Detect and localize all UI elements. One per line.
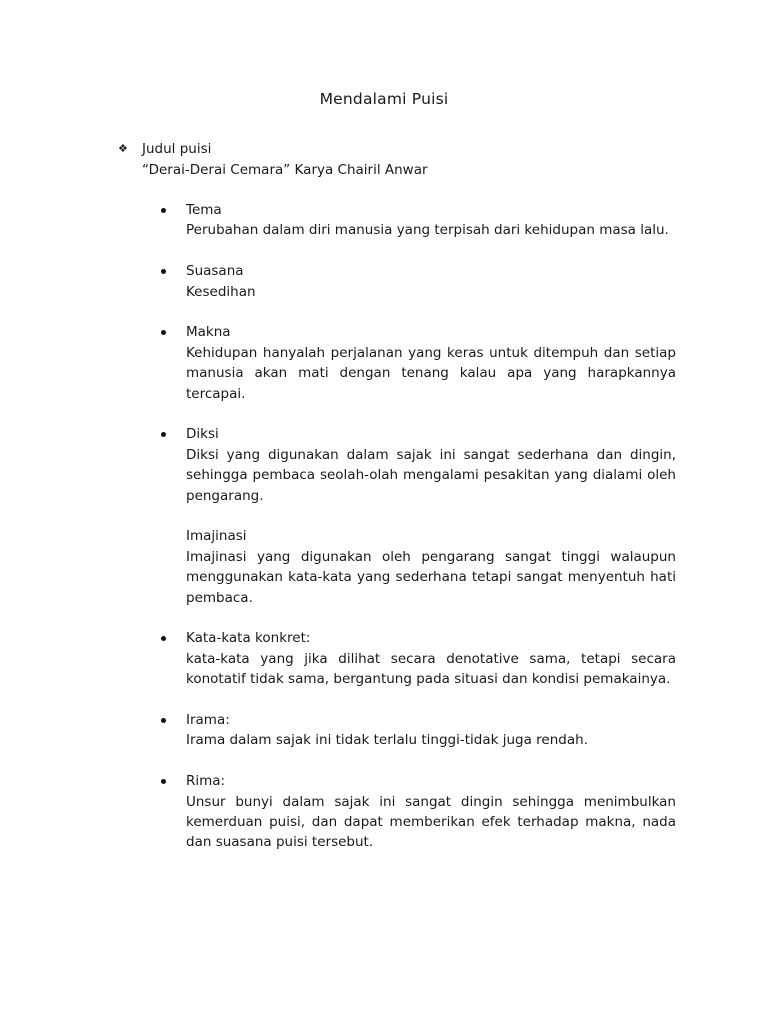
sub-item-text: Imajinasi yang digunakan oleh pengarang sangat tinggi walaupun menggunakan kata-kata yang sederhana tetapi sangat menyentuh hati pembaca. (186, 548, 676, 606)
bullet-icon (160, 710, 170, 730)
item-label: Suasana (186, 263, 244, 280)
imajinasi-subsection (186, 526, 676, 608)
bullet-icon (160, 322, 170, 342)
item-text: Perubahan dalam diri manusia yang terpisah dari kehidupan masa lalu. (186, 222, 669, 239)
judul-section (118, 139, 428, 180)
bullet-icon (160, 424, 170, 444)
item-text: Kehidupan hanyalah perjalanan yang keras untuk ditempuh dan setiap manusia akan mati dengan tenang kalau apa yang harapkannya tercapai. (186, 344, 676, 402)
bullet-icon (160, 771, 170, 791)
item-text: Kesedihan (186, 283, 256, 300)
judul-heading (118, 139, 428, 160)
list-item-suasana (160, 261, 676, 302)
bullet-icon (160, 628, 170, 648)
item-label: Irama: (186, 712, 230, 729)
item-text: kata-kata yang jika dilihat secara denotative sama, tetapi secara konotatif tidak sama, bergantung pada situasi dan kondisi pemakainya. (186, 650, 676, 688)
list-item-makna (160, 322, 676, 404)
list-item-rima (160, 771, 676, 853)
item-label: Rima: (186, 773, 226, 790)
bullet-icon (160, 200, 170, 220)
bullet-icon (160, 261, 170, 281)
page-title: Mendalami Puisi (319, 90, 449, 108)
list-item-tema (160, 200, 676, 241)
diamond-bullet-icon: ❖ (118, 142, 128, 155)
sub-item-label: Imajinasi (186, 528, 247, 545)
item-text: Diksi yang digunakan dalam sajak ini sangat sederhana dan dingin, sehingga pembaca seolah-olah mengalami pesakitan yang dialami oleh pengarang. (186, 446, 676, 504)
judul-label: Judul puisi (142, 141, 212, 157)
item-text: Irama dalam sajak ini tidak terlalu tinggi-tidak juga rendah. (186, 732, 588, 749)
item-label: Makna (186, 324, 231, 341)
list-item-irama (160, 710, 676, 751)
list-item-kata-konkret (160, 628, 676, 689)
list-item-diksi (160, 424, 676, 608)
judul-value: “Derai-Derai Cemara” Karya Chairil Anwar (142, 161, 428, 178)
item-text: Unsur bunyi dalam sajak ini sangat dingin sehingga menimbulkan kemerduan puisi, dan dapat memberikan efek terhadap makna, nada dan suasana puisi tersebut. (186, 793, 676, 851)
analysis-list (160, 200, 676, 873)
item-label: Tema (186, 202, 222, 218)
item-label: Kata-kata konkret: (186, 630, 311, 647)
item-label: Diksi (186, 426, 219, 443)
